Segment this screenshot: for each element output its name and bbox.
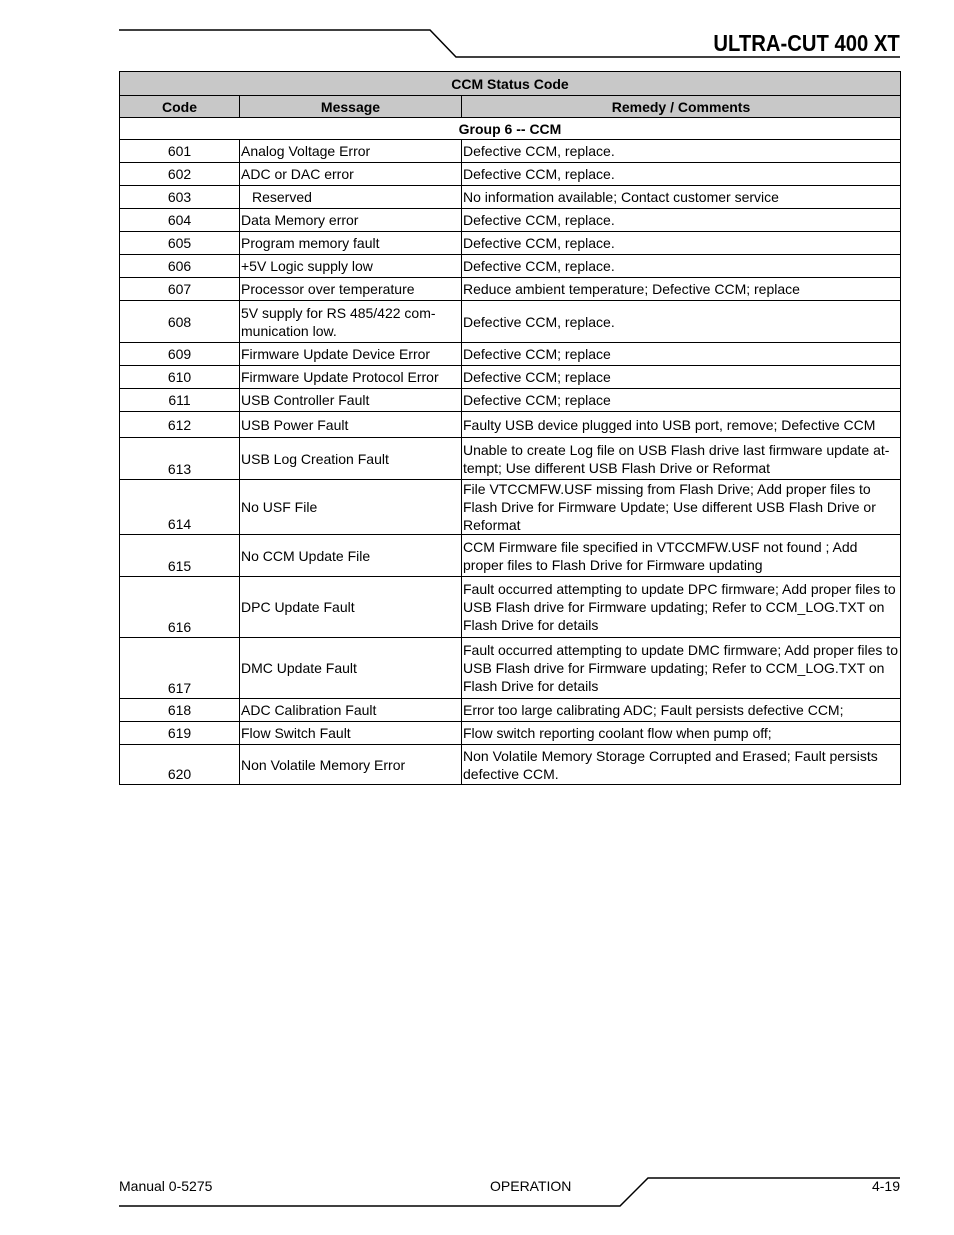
table-row [120,278,901,301]
cell-message: DPC Update Fault [240,577,462,638]
cell-message: Analog Voltage Error [240,140,462,163]
cell-code: 617 [120,638,240,699]
cell-code: 608 [120,301,240,343]
cell-message: USB Power Fault [240,412,462,438]
cell-remedy: Defective CCM; replace [462,343,901,366]
cell-message: Non Volatile Memory Error [240,745,462,785]
ccm-status-code-table [119,71,901,785]
cell-code: 604 [120,209,240,232]
table-row [120,722,901,745]
column-header-remedy: Remedy / Comments [462,96,901,118]
page-number: 4-19 [871,1178,900,1194]
cell-code: 609 [120,343,240,366]
table-title: CCM Status Code [120,72,901,96]
table-row [120,745,901,785]
cell-remedy: Faulty USB device plugged into USB port, remove; Defective CCM [462,412,901,438]
column-header-code: Code [120,96,240,118]
cell-message: Firmware Update Protocol Error [240,366,462,389]
cell-remedy: No information available; Contact customer service [462,186,901,209]
cell-message: 5V supply for RS 485/422 com-munication low. [240,301,462,343]
cell-message: DMC Update Fault [240,638,462,699]
cell-remedy: Defective CCM, replace. [462,209,901,232]
cell-remedy: Defective CCM, replace. [462,163,901,186]
cell-message: No USF File [240,480,462,535]
cell-message: Processor over temperature [240,278,462,301]
cell-code: 615 [120,535,240,577]
document-title: ULTRA-CUT 400 XT [713,30,900,56]
cell-remedy: Defective CCM, replace. [462,140,901,163]
table-row [120,638,901,699]
cell-code: 620 [120,745,240,785]
table-row [120,163,901,186]
cell-message: Reserved [240,186,462,209]
cell-code: 606 [120,255,240,278]
cell-message: +5V Logic supply low [240,255,462,278]
cell-remedy: CCM Firmware file specified in VTCCMFW.USF not found ; Add proper files to Flash Drive for Firmware updating [462,535,901,577]
cell-remedy: Non Volatile Memory Storage Corrupted and Erased; Fault persists defective CCM. [462,745,901,785]
cell-message: Data Memory error [240,209,462,232]
table-row [120,699,901,722]
table-row [120,535,901,577]
table-row [120,480,901,535]
cell-remedy: Flow switch reporting coolant flow when pump off; [462,722,901,745]
manual-number: Manual 0-5275 [119,1178,213,1194]
cell-code: 613 [120,438,240,480]
cell-remedy: Error too large calibrating ADC; Fault persists defective CCM; [462,699,901,722]
table-row [120,209,901,232]
table-row [120,366,901,389]
cell-message: ADC or DAC error [240,163,462,186]
cell-code: 607 [120,278,240,301]
column-header-message: Message [240,96,462,118]
table-row [120,577,901,638]
cell-remedy: Unable to create Log file on USB Flash drive last firmware update at-tempt; Use different USB Flash Drive or Reformat [462,438,901,480]
table-row [120,186,901,209]
cell-message: Program memory fault [240,232,462,255]
cell-remedy: Fault occurred attempting to update DPC firmware; Add proper files to USB Flash drive for Firmware updating; Refer to CCM_LOG.TXT on Flash Drive for details [462,577,901,638]
cell-remedy: Defective CCM, replace. [462,232,901,255]
cell-message: Firmware Update Device Error [240,343,462,366]
table-row [120,438,901,480]
cell-remedy: Fault occurred attempting to update DMC firmware; Add proper files to USB Flash drive for Firmware updating; Refer to CCM_LOG.TXT on Flash Drive for details [462,638,901,699]
cell-code: 612 [120,412,240,438]
cell-message: USB Log Creation Fault [240,438,462,480]
cell-message: No CCM Update File [240,535,462,577]
cell-code: 616 [120,577,240,638]
cell-code: 603 [120,186,240,209]
cell-remedy: Defective CCM; replace [462,389,901,412]
cell-code: 602 [120,163,240,186]
column-header-row [120,96,901,118]
table-row [120,412,901,438]
cell-remedy: Defective CCM, replace. [462,301,901,343]
cell-remedy: Defective CCM, replace. [462,255,901,278]
table-row [120,140,901,163]
cell-remedy: File VTCCMFW.USF missing from Flash Drive; Add proper files to Flash Drive for Firmware Update; Use different USB Flash Drive or Reformat [462,480,901,535]
cell-code: 601 [120,140,240,163]
cell-code: 605 [120,232,240,255]
cell-code: 618 [120,699,240,722]
table-row [120,389,901,412]
cell-remedy: Reduce ambient temperature; Defective CCM; replace [462,278,901,301]
section-name: OPERATION [490,1178,572,1194]
cell-code: 610 [120,366,240,389]
table-row [120,255,901,278]
cell-message: Flow Switch Fault [240,722,462,745]
table-row [120,343,901,366]
table-title-row [120,72,901,96]
table-row [120,232,901,255]
table-row [120,301,901,343]
group-label: Group 6 -- CCM [120,118,901,140]
cell-code: 614 [120,480,240,535]
group-row [120,118,901,140]
cell-remedy: Defective CCM; replace [462,366,901,389]
cell-message: ADC Calibration Fault [240,699,462,722]
cell-message: USB Controller Fault [240,389,462,412]
cell-code: 619 [120,722,240,745]
cell-code: 611 [120,389,240,412]
